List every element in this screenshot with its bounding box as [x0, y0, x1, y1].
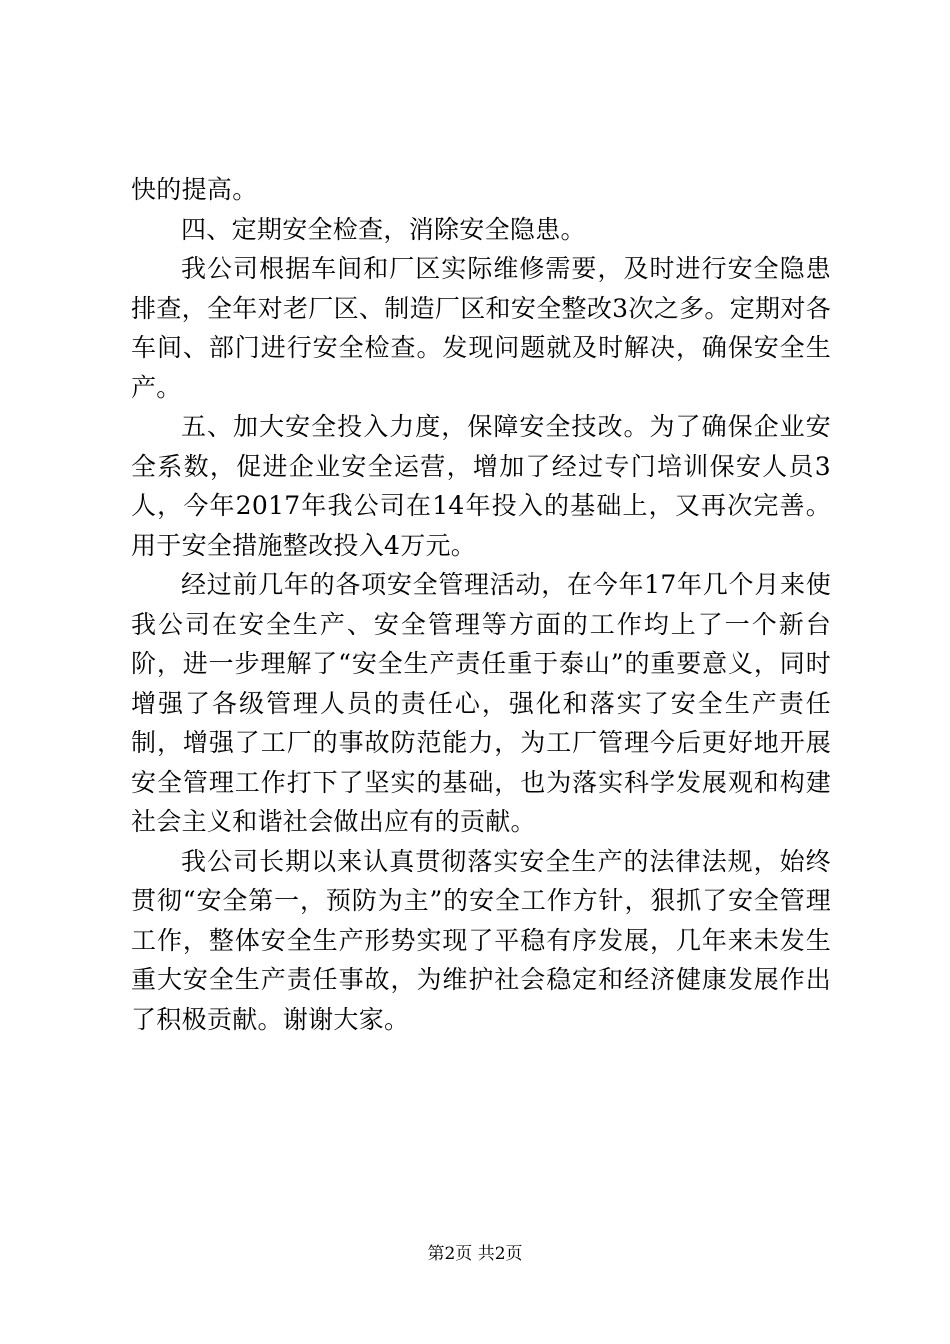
paragraph: 我公司根据车间和厂区实际维修需要，及时进行安全隐患排查，全年对老厂区、制造厂区和安全整改3次之多。定期对各车间、部门进行安全检查。发现问题就及时解决，确保安全生产。 — [131, 254, 831, 402]
paragraph: 我公司长期以来认真贯彻落实安全生产的法律法规，始终贯彻“安全第一，预防为主”的安全工作方针，狠抓了安全管理工作，整体安全生产形势实现了平稳有序发展，几年来未发生重大安全生产责任事故，为维护社会稳定和经济健康发展作出了积极贡献。谢谢大家。 — [131, 846, 831, 1034]
paragraph: 经过前几年的各项安全管理活动，在今年17年几个月来使我公司在安全生产、安全管理等方面的工作均上了一个新台阶，进一步理解了“安全生产责任重于泰山”的重要意义，同时增强了各级管理人员的责任心，强化和落实了安全生产责任制，增强了工厂的事故防范能力，为工厂管理今后更好地开展安全管理工作打下了坚实的基础，也为落实科学发展观和构建社会主义和谐社会做出应有的贡献。 — [131, 570, 831, 836]
section-heading-five-paragraph: 五、加大安全投入力度，保障安全技改。为了确保企业安全系数，促进企业安全运营，增加了经过专门培训保安人员3人，今年2017年我公司在14年投入的基础上，又再次完善。用于安全措施整改投入4万元。 — [131, 412, 831, 560]
document-body — [131, 170, 831, 1039]
section-heading-four: 四、定期安全检查，消除安全隐患。 — [181, 214, 586, 244]
paragraph-continuation: 快的提高。 — [131, 175, 258, 204]
page-footer: 第2页 共2页 — [427, 1244, 523, 1264]
